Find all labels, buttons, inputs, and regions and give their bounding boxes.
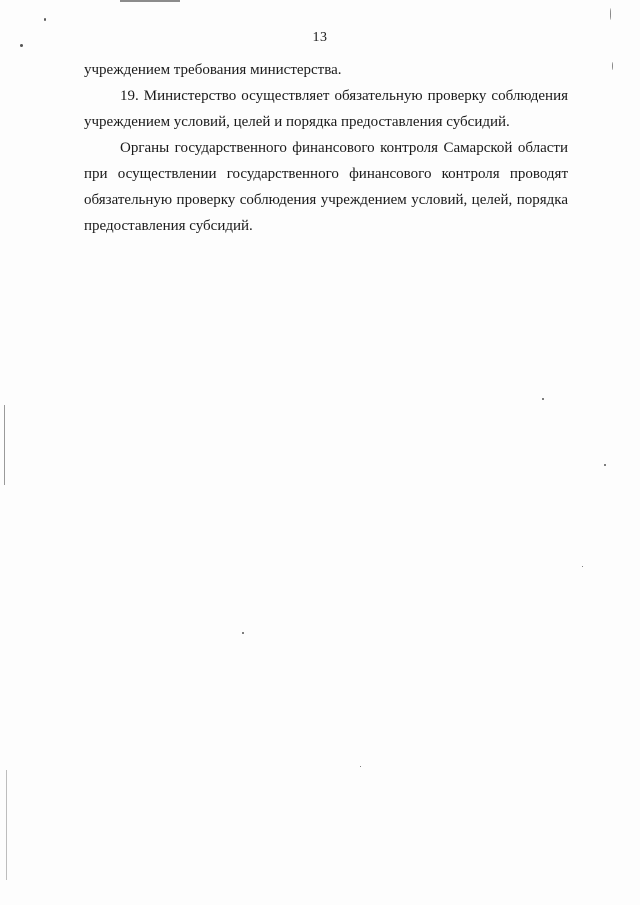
body-text xyxy=(84,57,568,239)
scan-speck xyxy=(582,566,583,567)
paragraph-financial-control xyxy=(84,135,568,239)
page-number: 13 xyxy=(312,30,328,45)
scan-speck xyxy=(542,398,544,400)
paragraph-clause-19 xyxy=(84,83,568,135)
scan-speck xyxy=(360,766,361,767)
scan-speck xyxy=(604,464,606,466)
paragraph-continuation xyxy=(84,57,568,83)
scan-edge-line xyxy=(4,405,5,485)
scan-speck xyxy=(242,632,244,634)
scan-speck xyxy=(612,62,613,70)
text-line: предоставления субсидий. xyxy=(84,218,253,234)
scan-speck xyxy=(44,18,46,21)
text-line: обязательную проверку соблюдения учреждением условий, целей, порядка xyxy=(84,192,568,208)
scan-speck xyxy=(610,8,611,20)
text-line: Органы государственного финансового контроля Самарской области xyxy=(120,140,568,156)
scan-edge-line xyxy=(6,770,7,880)
scan-edge-mark xyxy=(120,0,180,2)
text-line: учреждением условий, целей и порядка предоставления субсидий. xyxy=(84,114,510,130)
text-line: учреждением требования министерства. xyxy=(84,62,342,78)
text-line: при осуществлении государственного финансового контроля проводят xyxy=(84,166,568,182)
text-line: 19. Министерство осуществляет обязательную проверку соблюдения xyxy=(120,88,568,104)
